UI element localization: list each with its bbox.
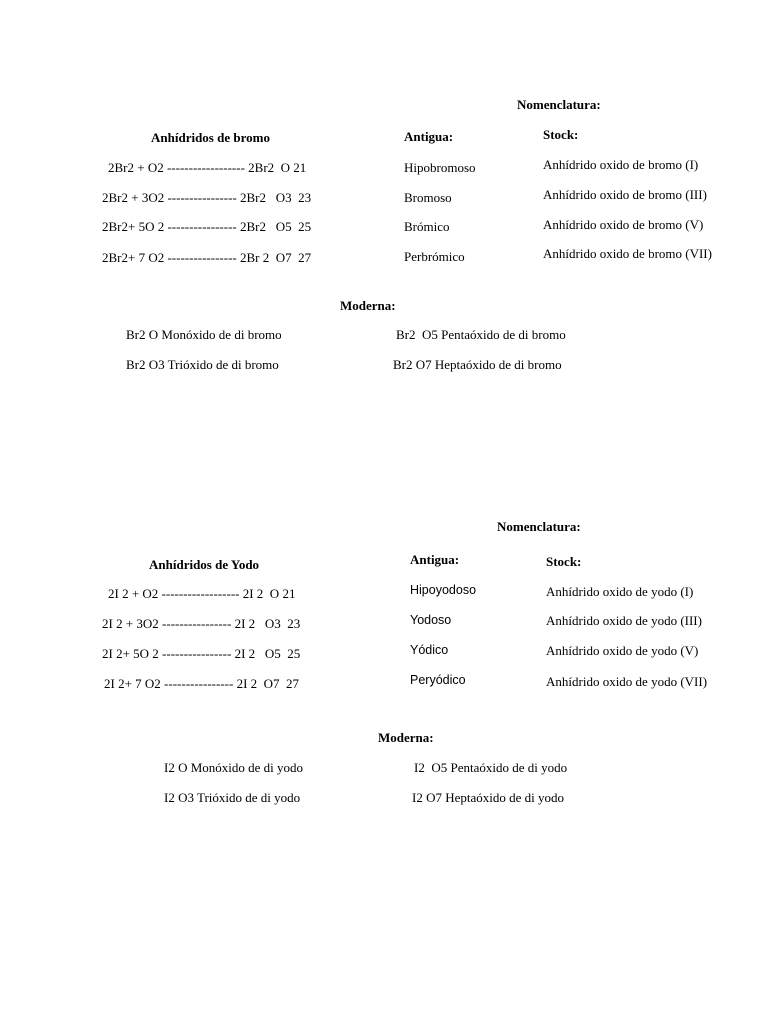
yodo-stock-label: Stock: [546, 554, 582, 569]
bromo-reaction: 2Br2 + O2 ------------------ 2Br2 O 21 [108, 160, 307, 175]
bromo-reaction: 2Br2 + 3O2 ---------------- 2Br2 O3 23 [102, 190, 312, 205]
bromo-antigua-item: Bromoso [404, 190, 452, 205]
bromo-antigua-item: Brómico [404, 219, 450, 234]
bromo-nomenclatura-heading: Nomenclatura: [517, 97, 601, 112]
yodo-stock-item: Anhídrido oxido de yodo (VII) [546, 674, 708, 689]
yodo-moderna-right: I2 O7 Heptaóxido de di yodo [412, 790, 565, 805]
bromo-antigua-item: Hipobromoso [404, 160, 476, 175]
yodo-stock-item: Anhídrido oxido de yodo (I) [546, 584, 694, 599]
yodo-antigua-item: Peryódico [410, 673, 466, 687]
yodo-stock-item: Anhídrido oxido de yodo (V) [546, 643, 699, 658]
yodo-antigua-item: Yódico [410, 643, 449, 657]
yodo-reaction: 2I 2+ 7 O2 ---------------- 2I 2 O7 27 [104, 676, 300, 691]
yodo-antigua-label: Antigua: [410, 552, 460, 567]
bromo-moderna-right: Br2 O5 Pentaóxido de di bromo [396, 327, 566, 342]
yodo-antigua-item: Hipoyodoso [410, 583, 477, 597]
yodo-moderna-left: I2 O Monóxido de di yodo [164, 760, 304, 775]
yodo-moderna-right: I2 O5 Pentaóxido de di yodo [414, 760, 568, 775]
bromo-reaction: 2Br2+ 5O 2 ---------------- 2Br2 O5 25 [102, 219, 312, 234]
bromo-reaction: 2Br2+ 7 O2 ---------------- 2Br 2 O7 27 [102, 250, 312, 265]
bromo-title: Anhídridos de bromo [151, 130, 270, 145]
bromo-moderna-left: Br2 O3 Trióxido de di bromo [126, 357, 279, 372]
bromo-moderna-left: Br2 O Monóxido de di bromo [126, 327, 282, 342]
bromo-antigua-item: Perbrómico [404, 249, 465, 264]
yodo-moderna-heading: Moderna: [378, 730, 434, 745]
bromo-stock-item: Anhídrido oxido de bromo (V) [543, 217, 704, 232]
yodo-moderna-left: I2 O3 Trióxido de di yodo [164, 790, 301, 805]
yodo-reaction: 2I 2 + 3O2 ---------------- 2I 2 O3 23 [102, 616, 301, 631]
bromo-stock-item: Anhídrido oxido de bromo (III) [543, 187, 707, 202]
bromo-antigua-label: Antigua: [404, 129, 454, 144]
yodo-reaction: 2I 2+ 5O 2 ---------------- 2I 2 O5 25 [102, 646, 301, 661]
bromo-moderna-heading: Moderna: [340, 298, 396, 313]
bromo-stock-item: Anhídrido oxido de bromo (I) [543, 157, 699, 172]
bromo-stock-label: Stock: [543, 127, 579, 142]
yodo-reaction: 2I 2 + O2 ------------------ 2I 2 O 21 [108, 586, 296, 601]
yodo-antigua-item: Yodoso [410, 613, 452, 627]
yodo-nomenclatura-heading: Nomenclatura: [497, 519, 581, 534]
bromo-stock-item: Anhídrido oxido de bromo (VII) [543, 246, 712, 261]
yodo-stock-item: Anhídrido oxido de yodo (III) [546, 613, 702, 628]
yodo-title: Anhídridos de Yodo [149, 557, 260, 572]
bromo-moderna-right: Br2 O7 Heptaóxido de di bromo [393, 357, 562, 372]
